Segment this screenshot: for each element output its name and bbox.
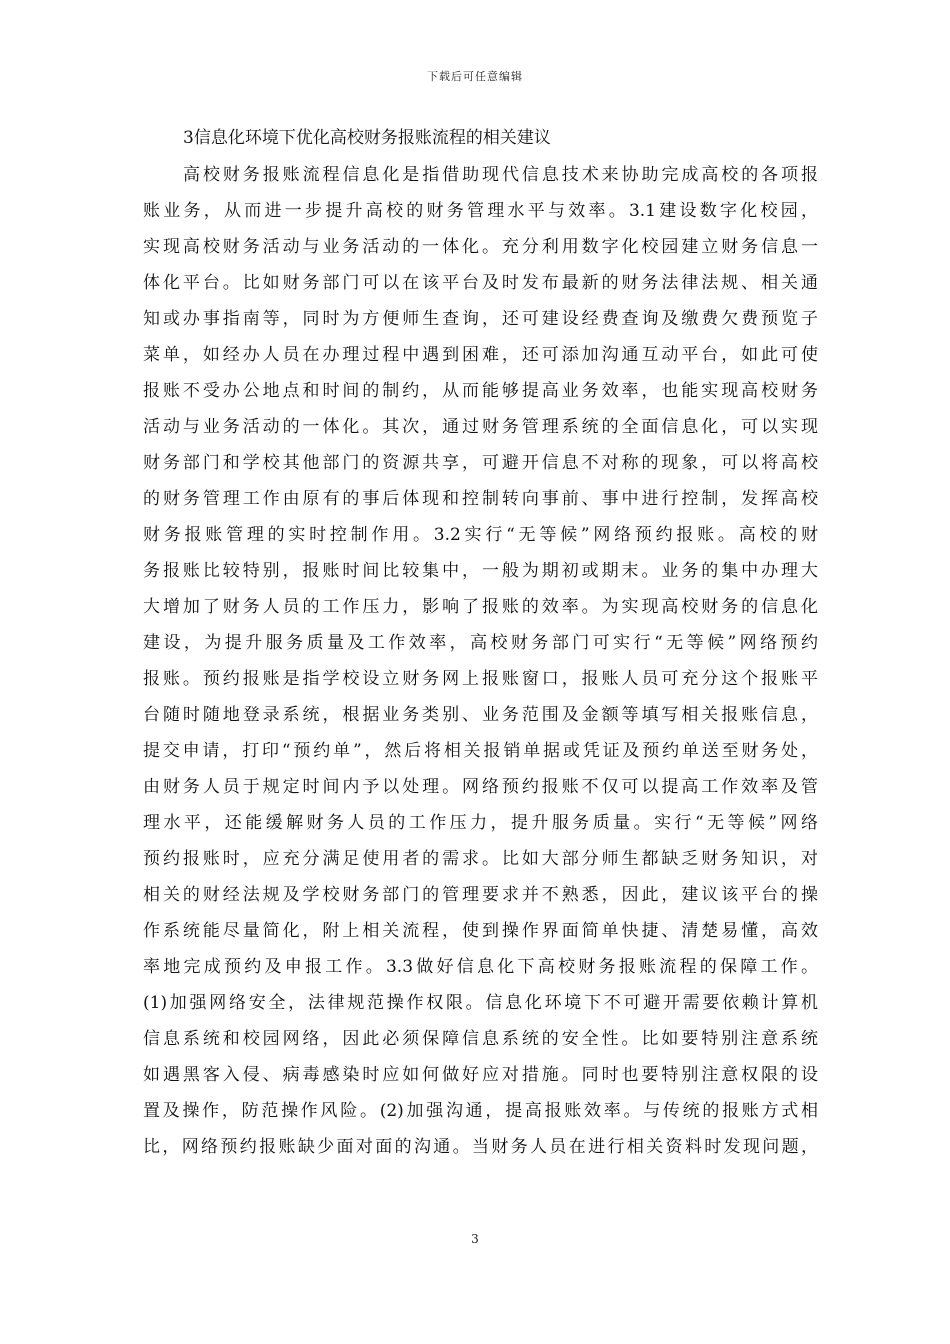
body-line: 活动与业务活动的一体化。其次，通过财务管理系统的全面信息化，可以实现 bbox=[143, 417, 818, 437]
body-line: 财务部门和学校其他部门的资源共享，可避开信息不对称的现象，可以将高校 bbox=[143, 453, 818, 473]
body-line: 高校财务报账流程信息化是指借助现代信息技术来协助完成高校的各项报 bbox=[183, 165, 818, 185]
body-line: 相关的财经法规及学校财务部门的管理要求并不熟悉，因此，建议该平台的操 bbox=[143, 885, 818, 905]
body-line: 务报账比较特别，报账时间比较集中，一般为期初或期末。业务的集中办理大 bbox=[143, 561, 818, 581]
body-line: 报账不受办公地点和时间的制约，从而能够提高业务效率，也能实现高校财务 bbox=[143, 381, 818, 401]
body-line: 建设，为提升服务质量及工作效率，高校财务部门可实行“无等候”网络预约 bbox=[143, 633, 818, 653]
body-line: 率地完成预约及申报工作。3.3做好信息化下高校财务报账流程的保障工作。 bbox=[143, 957, 818, 977]
body-line: 信息系统和校园网络，因此必须保障信息系统的安全性。比如要特别注意系统 bbox=[143, 1029, 818, 1049]
body-paragraph bbox=[143, 157, 818, 1165]
body-line: 比，网络预约报账缺少面对面的沟通。当财务人员在进行相关资料时发现问题， bbox=[143, 1137, 818, 1157]
body-line: 置及操作，防范操作风险。(2)加强沟通，提高报账效率。与传统的报账方式相 bbox=[143, 1101, 818, 1121]
section-heading: 3信息化环境下优化高校财务报账流程的相关建议 bbox=[183, 128, 551, 148]
body-line: 大增加了财务人员的工作压力，影响了报账的效率。为实现高校财务的信息化 bbox=[143, 597, 818, 617]
body-line: 账业务，从而进一步提升高校的财务管理水平与效率。3.1建设数字化校园， bbox=[143, 201, 818, 221]
body-line: 如遇黑客入侵、病毒感染时应如何做好应对措施。同时也要特别注意权限的设 bbox=[143, 1065, 818, 1085]
body-line: 预约报账时，应充分满足使用者的需求。比如大部分师生都缺乏财务知识，对 bbox=[143, 849, 818, 869]
body-line: 作系统能尽量简化，附上相关流程，使到操作界面简单快捷、清楚易懂，高效 bbox=[143, 921, 818, 941]
body-line: 财务报账管理的实时控制作用。3.2实行“无等候”网络预约报账。高校的财 bbox=[143, 525, 818, 545]
body-line: 理水平，还能缓解财务人员的工作压力，提升服务质量。实行“无等候”网络 bbox=[143, 813, 818, 833]
body-line: 由财务人员于规定时间内予以处理。网络预约报账不仅可以提高工作效率及管 bbox=[143, 777, 818, 797]
body-line: 体化平台。比如财务部门可以在该平台及时发布最新的财务法律法规、相关通 bbox=[143, 273, 818, 293]
body-line: 提交申请，打印“预约单”，然后将相关报销单据或凭证及预约单送至财务处， bbox=[143, 741, 818, 761]
body-line: 菜单，如经办人员在办理过程中遇到困难，还可添加沟通互动平台，如此可使 bbox=[143, 345, 818, 365]
page-number: 3 bbox=[471, 1232, 479, 1246]
body-line: 台随时随地登录系统，根据业务类别、业务范围及金额等填写相关报账信息， bbox=[143, 705, 818, 725]
body-line: 知或办事指南等，同时为方便师生查询，还可建设经费查询及缴费欠费预览子 bbox=[143, 309, 818, 329]
body-line: 实现高校财务活动与业务活动的一体化。充分利用数字化校园建立财务信息一 bbox=[143, 237, 818, 257]
header-note: 下载后可任意编辑 bbox=[427, 70, 523, 83]
body-line: (1)加强网络安全，法律规范操作权限。信息化环境下不可避开需要依赖计算机 bbox=[143, 993, 818, 1013]
body-line: 报账。预约报账是指学校设立财务网上报账窗口，报账人员可充分这个报账平 bbox=[143, 669, 818, 689]
body-line: 的财务管理工作由原有的事后体现和控制转向事前、事中进行控制，发挥高校 bbox=[143, 489, 818, 509]
